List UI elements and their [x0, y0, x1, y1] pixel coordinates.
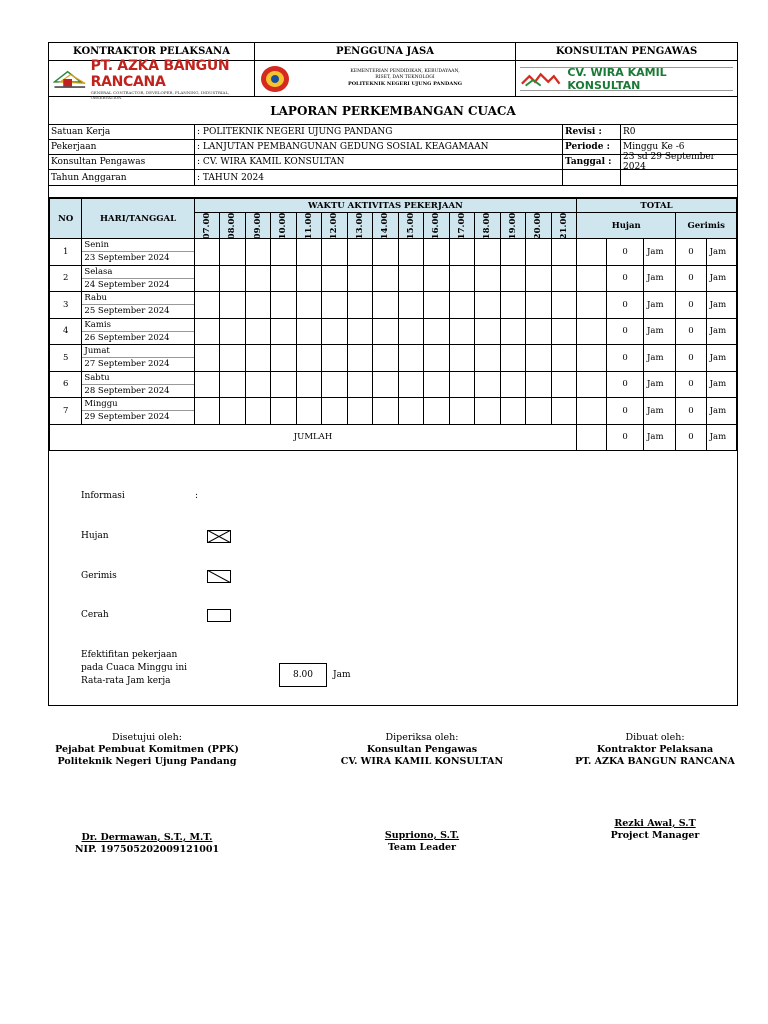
hour-label: 12.00 [329, 212, 340, 239]
gerimis-pattern-icon [207, 570, 231, 583]
col-total: TOTAL [577, 199, 737, 213]
hour-cell[interactable] [551, 239, 577, 266]
hour-cell[interactable] [373, 345, 398, 372]
hujan-value: 0 [607, 318, 644, 345]
hour-cell[interactable] [449, 265, 474, 292]
poli-line-2: RISET, DAN TEKNOLOGI [375, 75, 435, 81]
row-no: 1 [50, 239, 82, 266]
spacer [49, 186, 737, 198]
hour-cell[interactable] [271, 239, 296, 266]
col-activity: WAKTU AKTIVITAS PEKERJAAN [194, 199, 576, 213]
eff-line-2: pada Cuaca Minggu ini [81, 662, 188, 673]
sig-right-caption: Dibuat oleh: [625, 732, 685, 743]
info-row [49, 170, 737, 185]
signature-prepared [560, 732, 750, 842]
informasi-label: Informasi [81, 490, 125, 501]
hour-cell[interactable] [194, 371, 219, 398]
logo-row [49, 57, 737, 100]
hour-cell[interactable] [526, 292, 551, 319]
sig-mid-role: Konsultan Pengawas [366, 744, 478, 755]
hour-cell[interactable] [373, 292, 398, 319]
hujan-unit: Jam [643, 318, 675, 345]
table-row [50, 239, 737, 266]
hour-header [526, 213, 551, 239]
hour-cell[interactable] [220, 345, 245, 372]
row-day-date [82, 292, 194, 319]
hour-cell[interactable] [398, 345, 423, 372]
header-contractor: KONTRAKTOR PELAKSANA [49, 43, 255, 60]
hour-header [475, 213, 500, 239]
polytechnic-logo [255, 61, 516, 96]
info-label2: Periode : [563, 140, 621, 154]
sig-right-id: Project Manager [610, 830, 700, 841]
hour-cell[interactable] [551, 398, 577, 425]
hujan-pattern-icon [207, 530, 231, 543]
cerah-pattern-icon [207, 609, 231, 622]
sig-right-org: PT. AZKA BANGUN RANCANA [575, 756, 735, 767]
hour-cell[interactable] [551, 318, 577, 345]
hour-label: 08.00 [227, 212, 238, 239]
hour-cell[interactable] [220, 371, 245, 398]
hour-header [500, 213, 525, 239]
row-date: 27 September 2024 [84, 359, 170, 369]
row-day: Jumat [82, 345, 193, 358]
spacer-cell [577, 292, 607, 319]
row-day-date [82, 318, 194, 345]
hour-cell[interactable] [194, 239, 219, 266]
hour-cell[interactable] [271, 398, 296, 425]
hour-cell[interactable] [449, 398, 474, 425]
hour-cell[interactable] [373, 318, 398, 345]
legend-gerimis-label: Gerimis [81, 570, 117, 581]
hour-cell[interactable] [271, 292, 296, 319]
gerimis-unit: Jam [706, 292, 736, 319]
hour-cell[interactable] [551, 292, 577, 319]
hour-label: 10.00 [278, 212, 289, 239]
table-row [50, 398, 737, 425]
hour-cell[interactable] [424, 371, 449, 398]
hour-cell[interactable] [424, 345, 449, 372]
legend-hujan-label: Hujan [81, 530, 109, 541]
info-value: : LANJUTAN PEMBANGUNAN GEDUNG SOSIAL KEAGAMAAN [195, 140, 563, 154]
spacer-cell [577, 424, 607, 450]
hour-header [194, 213, 219, 239]
sig-left-id: NIP. 197505202009121001 [74, 844, 220, 855]
info-value2: R0 [623, 127, 636, 137]
sig-mid-org: CV. WIRA KAMIL KONSULTAN [340, 756, 504, 767]
hour-header [373, 213, 398, 239]
info-value: : TAHUN 2024 [195, 170, 563, 185]
sig-right-role: Kontraktor Pelaksana [596, 744, 714, 755]
hour-label: 14.00 [380, 212, 391, 239]
poli-line-1: KEMENTERIAN PENDIDIKAN, KEBUDAYAAN, [350, 69, 460, 75]
col-date: HARI/TANGGAL [82, 199, 194, 239]
sig-mid-caption: Diperiksa oleh: [385, 732, 459, 743]
gerimis-value: 0 [676, 292, 706, 319]
hour-header [449, 213, 474, 239]
hour-cell[interactable] [398, 265, 423, 292]
hour-cell[interactable] [245, 292, 270, 319]
house-logo-icon [53, 65, 87, 93]
informasi-colon: : [195, 490, 199, 501]
signature-approved [52, 732, 242, 856]
info-label: Satuan Kerja [49, 125, 195, 139]
sig-left-caption: Disetujui oleh: [112, 732, 182, 743]
row-no: 2 [50, 265, 82, 292]
row-day: Selasa [82, 266, 193, 279]
info-label: Konsultan Pengawas [49, 155, 195, 169]
jumlah-gerimis-unit: Jam [706, 424, 736, 450]
hour-cell[interactable] [271, 265, 296, 292]
hour-cell[interactable] [220, 398, 245, 425]
row-day-date [82, 265, 194, 292]
row-day-date [82, 239, 194, 266]
hour-cell[interactable] [220, 239, 245, 266]
hour-cell[interactable] [551, 345, 577, 372]
azka-company-name: PT. AZKA BANGUN RANCANA [90, 57, 230, 90]
hour-cell[interactable] [398, 292, 423, 319]
hujan-value: 0 [607, 265, 644, 292]
poli-line-3: POLITEKNIK NEGERI UJUNG PANDANG [347, 80, 463, 87]
sig-right-name: Rezki Awal, S.T [614, 818, 696, 829]
info-label2: Tanggal : [563, 155, 621, 169]
hour-cell[interactable] [271, 318, 296, 345]
hour-cell[interactable] [526, 318, 551, 345]
row-no: 4 [50, 318, 82, 345]
hour-label: 13.00 [354, 212, 365, 239]
row-date: 28 September 2024 [84, 385, 170, 396]
eff-line-1: Efektifitan pekerjaan [81, 649, 178, 660]
hujan-value: 0 [607, 239, 644, 266]
gerimis-unit: Jam [706, 371, 736, 398]
info-value: : CV. WIRA KAMIL KONSULTAN [195, 155, 563, 169]
info-value: : POLITEKNIK NEGERI UJUNG PANDANG [195, 125, 563, 139]
hour-cell[interactable] [500, 318, 525, 345]
jumlah-hujan: 0 [607, 424, 644, 450]
header-consultant: KONSULTAN PENGAWAS [555, 46, 698, 57]
signature-checked [322, 732, 522, 854]
col-hujan: Hujan [577, 213, 676, 239]
hour-cell[interactable] [500, 239, 525, 266]
hour-cell[interactable] [475, 292, 500, 319]
hour-cell[interactable] [347, 239, 372, 266]
gerimis-value: 0 [676, 318, 706, 345]
hour-header [322, 213, 347, 239]
row-no: 7 [50, 398, 82, 425]
hujan-unit: Jam [643, 292, 675, 319]
hour-cell[interactable] [424, 398, 449, 425]
hour-cell[interactable] [271, 345, 296, 372]
sig-left-role: Pejabat Pembuat Komitmen (PPK) [55, 744, 239, 755]
jumlah-row [50, 424, 737, 450]
eff-line-3: Rata-rata Jam kerja [81, 675, 171, 686]
row-no: 6 [50, 371, 82, 398]
report-title: LAPORAN PERKEMBANGAN CUACA [49, 97, 737, 125]
table-row [50, 371, 737, 398]
hour-cell[interactable] [296, 239, 321, 266]
row-no: 3 [50, 292, 82, 319]
effectiveness-value: 8.00 [279, 663, 327, 687]
row-date: 26 September 2024 [84, 332, 170, 343]
row-day: Rabu [82, 292, 193, 305]
hour-label: 15.00 [405, 212, 416, 239]
hour-cell[interactable] [220, 318, 245, 345]
hour-cell[interactable] [526, 345, 551, 372]
hour-cell[interactable] [296, 345, 321, 372]
hour-header [424, 213, 449, 239]
hour-cell[interactable] [347, 318, 372, 345]
hour-header [296, 213, 321, 239]
legend-cerah-label: Cerah [81, 609, 109, 620]
row-no: 5 [50, 345, 82, 372]
gerimis-unit: Jam [706, 345, 736, 372]
hujan-value: 0 [607, 398, 644, 425]
jumlah-gerimis: 0 [676, 424, 706, 450]
hour-cell[interactable] [245, 239, 270, 266]
info-value2: Minggu Ke -6 [623, 142, 685, 152]
row-date: 29 September 2024 [84, 412, 170, 422]
row-day: Kamis [82, 319, 193, 332]
hour-cell[interactable] [475, 265, 500, 292]
legend-section [49, 451, 737, 703]
spacer-cell [577, 371, 607, 398]
info-value2 [621, 170, 737, 185]
hour-cell[interactable] [322, 239, 347, 266]
effectiveness-label [81, 649, 187, 688]
hour-cell[interactable] [347, 292, 372, 319]
hour-header [398, 213, 423, 239]
hour-cell[interactable] [398, 239, 423, 266]
hour-cell[interactable] [194, 265, 219, 292]
spacer-cell [577, 265, 607, 292]
info-block [49, 125, 737, 186]
hour-label: 19.00 [507, 212, 518, 239]
gerimis-value: 0 [676, 345, 706, 372]
hour-cell[interactable] [245, 318, 270, 345]
hour-cell[interactable] [526, 265, 551, 292]
info-row [49, 152, 737, 172]
row-day: Sabtu [82, 372, 193, 385]
polytechnic-seal-icon [259, 64, 291, 94]
hour-cell[interactable] [475, 239, 500, 266]
hour-label: 17.00 [456, 212, 467, 239]
hour-cell[interactable] [449, 239, 474, 266]
effectiveness-unit: Jam [333, 669, 351, 680]
hour-header [220, 213, 245, 239]
hour-cell[interactable] [526, 371, 551, 398]
row-day: Minggu [82, 398, 193, 411]
hour-cell[interactable] [322, 265, 347, 292]
hour-cell[interactable] [500, 371, 525, 398]
wira-company-name: CV. WIRA KAMIL KONSULTAN [567, 65, 667, 92]
gerimis-unit: Jam [706, 265, 736, 292]
gerimis-unit: Jam [706, 239, 736, 266]
hour-cell[interactable] [296, 398, 321, 425]
hour-cell[interactable] [475, 345, 500, 372]
gerimis-value: 0 [676, 371, 706, 398]
hour-label: 07.00 [201, 212, 212, 239]
hour-cell[interactable] [245, 371, 270, 398]
info-label2: Revisi : [563, 125, 621, 139]
hour-cell[interactable] [347, 345, 372, 372]
hour-cell[interactable] [424, 292, 449, 319]
table-row [50, 345, 737, 372]
hujan-value: 0 [607, 345, 644, 372]
hour-cell[interactable] [398, 398, 423, 425]
weather-report-form [48, 42, 738, 706]
sig-left-org: Politeknik Negeri Ujung Pandang [57, 756, 237, 767]
weather-table [49, 198, 737, 451]
hour-cell[interactable] [475, 398, 500, 425]
sig-mid-id: Team Leader [387, 842, 457, 853]
info-label2 [563, 170, 621, 185]
hour-cell[interactable] [449, 371, 474, 398]
row-date: 25 September 2024 [84, 306, 170, 316]
hour-cell[interactable] [500, 398, 525, 425]
hour-label: 18.00 [482, 212, 493, 239]
hour-cell[interactable] [526, 239, 551, 266]
col-gerimis: Gerimis [676, 213, 737, 239]
hour-cell[interactable] [500, 265, 525, 292]
hour-cell[interactable] [322, 318, 347, 345]
hour-cell[interactable] [271, 371, 296, 398]
hujan-unit: Jam [643, 239, 675, 266]
spacer-cell [577, 239, 607, 266]
hour-label: 21.00 [558, 212, 569, 239]
gerimis-value: 0 [676, 265, 706, 292]
hour-cell[interactable] [551, 371, 577, 398]
hour-label: 09.00 [252, 212, 263, 239]
hour-cell[interactable] [449, 345, 474, 372]
hour-cell[interactable] [500, 345, 525, 372]
hour-cell[interactable] [449, 292, 474, 319]
hour-cell[interactable] [194, 292, 219, 319]
jumlah-hujan-unit: Jam [643, 424, 675, 450]
info-label: Tahun Anggaran [49, 170, 195, 185]
hour-cell[interactable] [373, 265, 398, 292]
hour-cell[interactable] [424, 318, 449, 345]
hujan-unit: Jam [643, 345, 675, 372]
hour-cell[interactable] [475, 318, 500, 345]
info-value2: 23 sd 29 September 2024 [623, 152, 715, 172]
hour-cell[interactable] [245, 265, 270, 292]
hour-cell[interactable] [296, 371, 321, 398]
jumlah-label: JUMLAH [50, 424, 577, 450]
hour-label: 11.00 [303, 212, 314, 239]
gerimis-value: 0 [676, 398, 706, 425]
hour-header [347, 213, 372, 239]
hour-cell[interactable] [322, 345, 347, 372]
hour-cell[interactable] [424, 239, 449, 266]
hour-label: 16.00 [431, 212, 442, 239]
spacer-cell [577, 398, 607, 425]
hujan-unit: Jam [643, 265, 675, 292]
row-day: Senin [82, 239, 193, 252]
row-date: 24 September 2024 [84, 279, 170, 290]
hour-cell[interactable] [194, 398, 219, 425]
spacer-cell [577, 318, 607, 345]
hour-cell[interactable] [526, 398, 551, 425]
hour-cell[interactable] [347, 398, 372, 425]
hour-cell[interactable] [373, 398, 398, 425]
row-date: 23 September 2024 [84, 253, 170, 263]
azka-tagline: GENERAL CONTRACTOR, DEVELOPER, PLANNING, INDUSTRIAL, OBSERVATION [90, 89, 230, 100]
sig-left-name: Dr. Dermawan, S.T., M.T. [81, 832, 213, 843]
hour-cell[interactable] [373, 371, 398, 398]
hujan-value: 0 [607, 371, 644, 398]
hour-cell[interactable] [220, 292, 245, 319]
azka-logo [49, 57, 255, 100]
hour-cell[interactable] [347, 371, 372, 398]
hour-cell[interactable] [347, 265, 372, 292]
hour-cell[interactable] [322, 371, 347, 398]
hour-cell[interactable] [424, 265, 449, 292]
hour-label: 20.00 [533, 212, 544, 239]
wira-mountain-icon [520, 70, 561, 88]
hour-cell[interactable] [322, 398, 347, 425]
table-row [50, 318, 737, 345]
hour-header [551, 213, 577, 239]
hour-cell[interactable] [449, 318, 474, 345]
row-day-date [82, 398, 194, 425]
hour-cell[interactable] [475, 371, 500, 398]
hour-cell[interactable] [296, 292, 321, 319]
hour-cell[interactable] [322, 292, 347, 319]
spacer-cell [577, 345, 607, 372]
row-day-date [82, 371, 194, 398]
hujan-unit: Jam [643, 398, 675, 425]
header-user: PENGGUNA JASA [255, 43, 516, 60]
hour-cell[interactable] [194, 318, 219, 345]
hour-cell[interactable] [296, 265, 321, 292]
col-no: NO [50, 199, 82, 239]
hour-cell[interactable] [398, 318, 423, 345]
info-row [49, 125, 737, 140]
gerimis-unit: Jam [706, 398, 736, 425]
table-row [50, 265, 737, 292]
hour-cell[interactable] [245, 345, 270, 372]
info-label: Pekerjaan [49, 140, 195, 154]
hour-header [245, 213, 270, 239]
gerimis-value: 0 [676, 239, 706, 266]
hour-cell[interactable] [500, 292, 525, 319]
sig-mid-name: Supriono, S.T. [384, 830, 460, 841]
hour-cell[interactable] [551, 265, 577, 292]
hujan-value: 0 [607, 292, 644, 319]
hour-cell[interactable] [373, 239, 398, 266]
hour-header [271, 213, 296, 239]
row-day-date [82, 345, 194, 372]
hour-cell[interactable] [296, 318, 321, 345]
hujan-unit: Jam [643, 371, 675, 398]
wira-logo [516, 61, 737, 96]
hour-cell[interactable] [194, 345, 219, 372]
hour-cell[interactable] [398, 371, 423, 398]
hour-cell[interactable] [220, 265, 245, 292]
table-row [50, 292, 737, 319]
hour-cell[interactable] [245, 398, 270, 425]
gerimis-unit: Jam [706, 318, 736, 345]
